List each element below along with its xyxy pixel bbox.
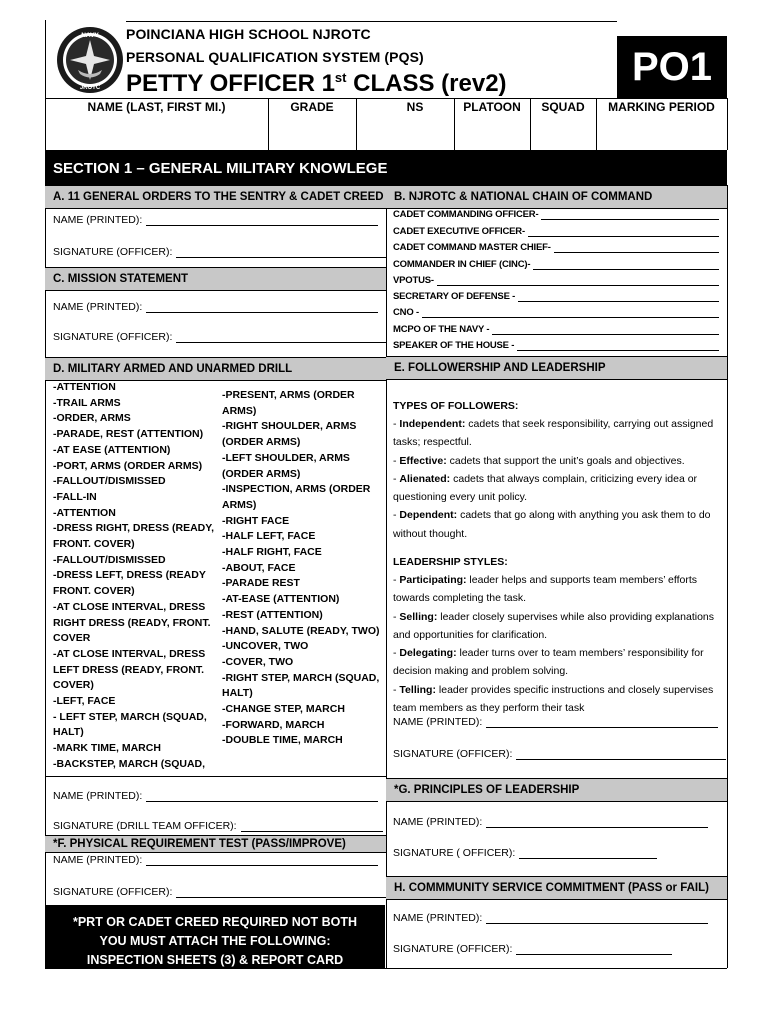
follower-type: - Dependent: cadets that go along with anything you ask them to do without thought. xyxy=(393,509,711,540)
section-g-header: *G. PRINCIPLES OF LEADERSHIP xyxy=(386,778,727,802)
section-c-header: C. MISSION STATEMENT xyxy=(45,267,386,291)
drill-command: -UNCOVER, TWO xyxy=(222,640,309,653)
svg-text:JROTC: JROTC xyxy=(79,85,101,91)
section-a-header: A. 11 GENERAL ORDERS TO THE SENTRY & CADET CREED xyxy=(45,185,386,209)
follower-type: - Alienated: cadets that always complain, criticizing every idea or questioning every unit policy. xyxy=(393,472,698,504)
section-1-title: SECTION 1 – GENERAL MILITARY KNOWLEGE xyxy=(45,150,727,185)
drill-command: -RIGHT SHOULDER, ARMS (ORDER ARMS) xyxy=(222,420,357,449)
drill-command: -ABOUT, FACE xyxy=(222,561,296,574)
g-signature-field[interactable]: SIGNATURE ( OFFICER): xyxy=(393,847,657,859)
drill-command: -COVER, TWO xyxy=(222,655,294,668)
follower-type: - Effective: cadets that support the unit’s goals and objectives. xyxy=(393,454,685,467)
column-divider xyxy=(386,185,387,968)
note-line: *PRT OR CADET CREED REQUIRED NOT BOTH xyxy=(72,915,358,929)
frame-right-border xyxy=(727,185,728,968)
header-bottom-rule xyxy=(45,98,727,99)
d-name-field[interactable]: NAME (PRINTED): xyxy=(53,790,378,802)
drill-list-right xyxy=(222,388,380,772)
col-marking-period: MARKING PERIOD xyxy=(608,100,715,114)
note-line: YOU MUST ATTACH THE FOLLOWING: xyxy=(99,934,331,948)
chain-item[interactable]: COMMANDER IN CHIEF (CINC)- xyxy=(393,259,719,270)
followers-heading: TYPES OF FOLLOWERS: xyxy=(393,400,519,412)
drill-command: -AT CLOSE INTERVAL, DRESS LEFT DRESS (READY, FRONT. COVER) xyxy=(53,647,206,692)
chain-item[interactable]: CADET EXECUTIVE OFFICER- xyxy=(393,226,719,237)
leadership-style: - Selling: leader closely supervises while also providing explanations and opportunities for clarification. xyxy=(393,610,714,641)
chain-item[interactable]: MCPO OF THE NAVY - xyxy=(393,324,719,335)
leadership-style: - Telling: leader provides specific instructions and closely supervises team members as they perform their task xyxy=(393,683,714,715)
drill-command: -AT CLOSE INTERVAL, DRESS RIGHT DRESS (READY, FRONT. COVER xyxy=(53,600,211,645)
col-ns: NS xyxy=(406,100,424,114)
section-e-header: E. FOLLOWERSHIP AND LEADERSHIP xyxy=(386,356,727,380)
h-signature-field[interactable]: SIGNATURE (OFFICER): xyxy=(393,943,672,955)
drill-command: -DOUBLE TIME, MARCH xyxy=(222,734,343,747)
d-signature-field[interactable]: SIGNATURE (DRILL TEAM OFFICER): xyxy=(53,820,383,832)
frame-bottom-border xyxy=(45,968,727,969)
styles-list xyxy=(393,571,723,717)
section-b-header: B. NJROTC & NATIONAL CHAIN OF COMMAND xyxy=(386,185,727,209)
drill-command: - LEFT STEP, MARCH (SQUAD, HALT) xyxy=(53,710,207,739)
drill-command: -HAND, SALUTE (READY, TWO) xyxy=(222,624,380,637)
drill-command: -TRAIL ARMS xyxy=(53,396,121,409)
follower-type: - Independent: cadets that seek responsibility, carrying out assigned tasks; respectful. xyxy=(393,418,714,449)
drill-command: -LEFT, FACE xyxy=(53,695,116,708)
drill-command: -HALF LEFT, FACE xyxy=(222,530,316,543)
school-name: POINCIANA HIGH SCHOOL NJROTC xyxy=(126,26,371,42)
a-name-field[interactable]: NAME (PRINTED): xyxy=(53,214,378,226)
drill-command: -ATTENTION xyxy=(53,381,116,393)
drill-command: -BACKSTEP, MARCH (SQUAD, xyxy=(53,757,206,770)
drill-command: -FALL-IN xyxy=(53,490,97,503)
drill-command: -DRESS RIGHT, DRESS (READY, FRONT. COVER) xyxy=(53,522,215,551)
drill-command: -HALF RIGHT, FACE xyxy=(222,546,322,559)
a-signature-field[interactable]: SIGNATURE (OFFICER): xyxy=(53,246,386,258)
col-name: NAME (LAST, FIRST MI.) xyxy=(87,100,226,114)
c-name-field[interactable]: NAME (PRINTED): xyxy=(53,301,378,313)
drill-command: -DRESS LEFT, DRESS (READY FRONT. COVER) xyxy=(53,569,206,598)
followers-list xyxy=(393,415,723,543)
drill-command: -ORDER, ARMS xyxy=(53,412,131,425)
section-f-header: *F. PHYSICAL REQUIREMENT TEST (PASS/IMPROVE) xyxy=(45,835,386,853)
drill-command: -AT-EASE (ATTENTION) xyxy=(222,593,340,606)
chain-item[interactable]: CNO - xyxy=(393,307,719,318)
navy-jrotc-seal-icon xyxy=(56,26,124,94)
form-subtitle: PERSONAL QUALIFICATION SYSTEM (PQS) xyxy=(126,49,424,65)
svg-text:NAVY: NAVY xyxy=(81,32,99,39)
drill-command: -PARADE, REST (ATTENTION) xyxy=(53,428,204,441)
chain-item[interactable]: VPOTUS- xyxy=(393,275,719,286)
attachment-note xyxy=(45,905,385,968)
drill-command: -AT EASE (ATTENTION) xyxy=(53,443,171,456)
drill-command: -PORT, ARMS (ORDER ARMS) xyxy=(53,459,203,472)
section-d-header: D. MILITARY ARMED AND UNARMED DRILL xyxy=(45,357,386,381)
drill-command: -RIGHT FACE xyxy=(222,514,290,527)
drill-command: -RIGHT STEP, MARCH (SQUAD, HALT) xyxy=(222,671,380,700)
g-name-field[interactable]: NAME (PRINTED): xyxy=(393,816,708,828)
chain-item[interactable]: CADET COMMAND MASTER CHIEF- xyxy=(393,242,719,253)
page-title: PETTY OFFICER 1st CLASS (rev2) xyxy=(126,70,507,97)
col-platoon: PLATOON xyxy=(463,100,521,114)
drill-command: -FORWARD, MARCH xyxy=(222,718,325,731)
f-name-field[interactable]: NAME (PRINTED): xyxy=(53,854,378,866)
col-grade: GRADE xyxy=(290,100,334,114)
drill-command: -CHANGE STEP, MARCH xyxy=(222,703,345,716)
h-name-field[interactable]: NAME (PRINTED): xyxy=(393,912,708,924)
drill-command: -FALLOUT/DISMISSED xyxy=(53,475,166,488)
drill-list-left xyxy=(53,380,218,772)
drill-command: -REST (ATTENTION) xyxy=(222,608,323,621)
drill-command: -MARK TIME, MARCH xyxy=(53,742,161,755)
section-h-header: H. COMMMUNITY SERVICE COMMITMENT (PASS or FAIL) xyxy=(386,876,727,900)
drill-command: -PRESENT, ARMS (ORDER ARMS) xyxy=(222,389,355,417)
drill-command: -PARADE REST xyxy=(222,577,300,590)
note-line: INSPECTION SHEETS (3) & REPORT CARD xyxy=(86,953,344,967)
styles-heading: LEADERSHIP STYLES: xyxy=(393,556,508,568)
chain-item[interactable]: CADET COMMANDING OFFICER- xyxy=(393,209,719,220)
c-signature-field[interactable]: SIGNATURE (OFFICER): xyxy=(53,331,386,343)
rank-badge: PO1 xyxy=(617,36,727,98)
header-top-rule xyxy=(126,21,617,22)
e-signature-field[interactable]: SIGNATURE (OFFICER): xyxy=(393,748,726,760)
col-squad: SQUAD xyxy=(541,100,585,114)
drill-command: -LEFT SHOULDER, ARMS (ORDER ARMS) xyxy=(222,451,350,480)
drill-command: -FALLOUT/DISMISSED xyxy=(53,553,166,566)
leadership-style: - Delegating: leader turns over to team members’ responsibility for decision making and problem solving. xyxy=(393,647,704,678)
leadership-style: - Participating: leader helps and supports team members’ efforts towards completing the task. xyxy=(393,574,698,605)
frame-right-border xyxy=(727,98,728,150)
f-signature-field[interactable]: SIGNATURE (OFFICER): xyxy=(53,886,386,898)
drill-command: -ATTENTION xyxy=(53,506,116,519)
chain-item[interactable]: SPEAKER OF THE HOUSE - xyxy=(393,340,719,351)
e-name-field[interactable]: NAME (PRINTED): xyxy=(393,716,718,728)
divider xyxy=(45,776,386,777)
chain-item[interactable]: SECRETARY OF DEFENSE - xyxy=(393,291,719,302)
drill-command: -INSPECTION, ARMS (ORDER ARMS) xyxy=(222,483,371,511)
